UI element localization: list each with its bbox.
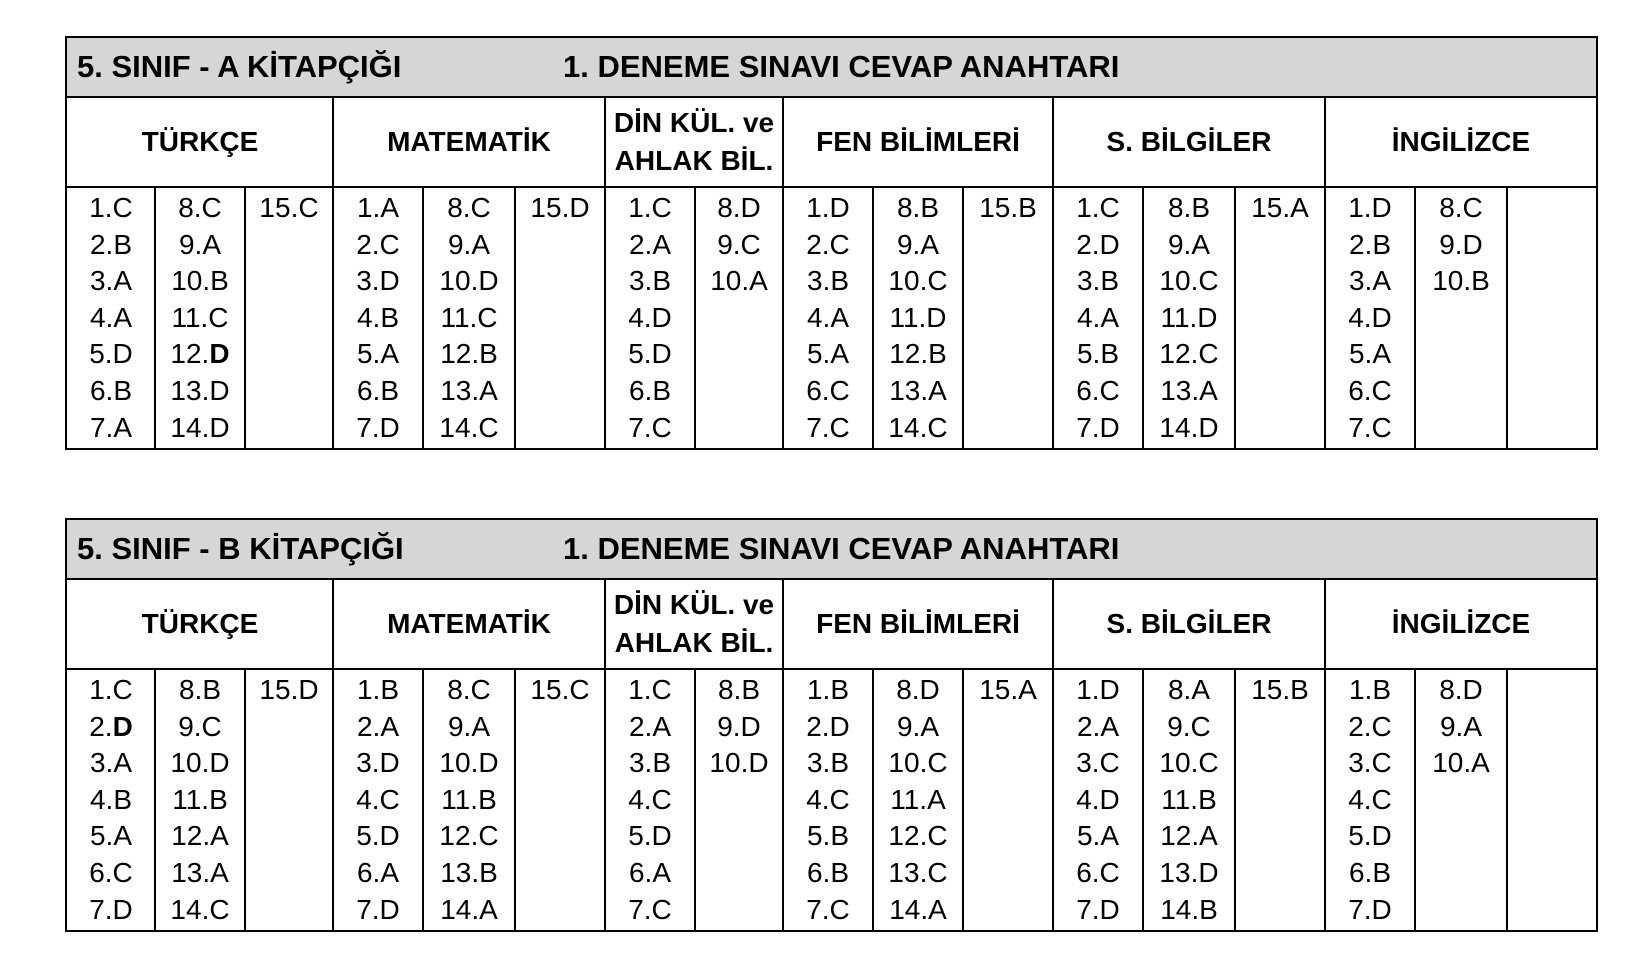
answer-item: 5.B bbox=[1076, 338, 1120, 370]
answer-item: 2.A bbox=[628, 228, 672, 260]
answer-item: 10.D bbox=[439, 265, 499, 297]
answer-item: 4.B bbox=[356, 301, 400, 333]
answer-item: 4.C bbox=[806, 783, 850, 815]
answer-item: 3.C bbox=[1076, 747, 1120, 779]
answer-item: 7.D bbox=[1076, 411, 1120, 443]
answer-item: 6.B bbox=[356, 374, 400, 406]
subject-header-row bbox=[67, 98, 1596, 188]
subject-divider bbox=[782, 580, 784, 668]
answer-item: 4.D bbox=[1076, 783, 1120, 815]
booklet-title: 5. SINIF - A KİTAPÇIĞI bbox=[77, 49, 402, 84]
answer-item: 3.A bbox=[1348, 265, 1392, 297]
answer-column bbox=[515, 188, 605, 448]
column-divider bbox=[1234, 670, 1236, 930]
answer-column bbox=[155, 670, 245, 930]
answer-item: 5.D bbox=[89, 338, 133, 370]
answer-column bbox=[1325, 188, 1415, 448]
answer-item: 3.A bbox=[89, 747, 133, 779]
answer-item: 7.D bbox=[356, 411, 400, 443]
answer-item: 6.C bbox=[1076, 374, 1120, 406]
answer-item: 2.B bbox=[1348, 228, 1392, 260]
answer-item: 4.C bbox=[1348, 783, 1392, 815]
answer-column bbox=[963, 188, 1053, 448]
answer-column bbox=[1415, 188, 1507, 448]
answer-item: 12.C bbox=[888, 820, 948, 852]
answer-item: 5.D bbox=[628, 338, 672, 370]
column-divider bbox=[244, 188, 246, 448]
answer-key-booklet-a bbox=[65, 36, 1598, 450]
answer-column bbox=[67, 188, 155, 448]
answer-item: 11.B bbox=[441, 783, 497, 815]
answer-column bbox=[605, 670, 695, 930]
answer-column bbox=[423, 188, 515, 448]
answer-item: 6.C bbox=[1348, 374, 1392, 406]
answer-item: 5.A bbox=[1348, 338, 1392, 370]
answer-item: 13.A bbox=[1160, 374, 1218, 406]
answer-item: 12.A bbox=[171, 820, 229, 852]
column-divider bbox=[1234, 188, 1236, 448]
subject-divider bbox=[1052, 98, 1054, 186]
subject-divider bbox=[332, 580, 334, 668]
column-divider bbox=[1506, 670, 1508, 930]
column-divider bbox=[1414, 188, 1416, 448]
answer-item: 13.A bbox=[889, 374, 947, 406]
subject-header-2: MATEMATİK bbox=[387, 126, 551, 157]
column-divider bbox=[332, 188, 334, 448]
answer-item: 2.D bbox=[1076, 228, 1120, 260]
exam-title: 1. DENEME SINAVI CEVAP ANAHTARI bbox=[563, 531, 1120, 566]
answer-item: 1.D bbox=[806, 192, 850, 223]
answer-item: 2.B bbox=[89, 228, 133, 260]
answer-item: 3.D bbox=[356, 747, 400, 779]
answer-item: 6.C bbox=[806, 374, 850, 406]
column-divider bbox=[422, 188, 424, 448]
answer-item: 8.A bbox=[1167, 674, 1211, 705]
answer-item: 8.D bbox=[1439, 674, 1483, 705]
answer-column bbox=[333, 188, 423, 448]
column-divider bbox=[872, 188, 874, 448]
column-divider bbox=[422, 670, 424, 930]
column-divider bbox=[604, 670, 606, 930]
answer-item: 10.C bbox=[888, 747, 948, 779]
answer-item: 9.A bbox=[447, 228, 491, 260]
answer-item: 13.B bbox=[440, 856, 498, 888]
answer-item: 14.B bbox=[1160, 893, 1218, 925]
answer-item: 6.B bbox=[806, 856, 850, 888]
answer-column bbox=[873, 670, 963, 930]
answer-item: 1.B bbox=[1348, 674, 1392, 705]
answer-item: 13.A bbox=[171, 856, 229, 888]
answer-item: 4.C bbox=[628, 783, 672, 815]
answer-column bbox=[245, 188, 333, 448]
answer-item: 9.D bbox=[717, 710, 761, 742]
exam-title: 1. DENEME SINAVI CEVAP ANAHTARI bbox=[563, 49, 1120, 84]
subject-header-3: DİN KÜL. ve AHLAK BİL. bbox=[613, 107, 775, 176]
answer-item: 12.A bbox=[1160, 820, 1218, 852]
answer-item: 10.A bbox=[710, 265, 768, 297]
answer-column bbox=[963, 670, 1053, 930]
answer-item: 5.A bbox=[356, 338, 400, 370]
answer-column bbox=[423, 670, 515, 930]
answer-item: 4.C bbox=[356, 783, 400, 815]
answer-item: 15.B bbox=[979, 192, 1037, 223]
answer-item: 11.B bbox=[1161, 783, 1217, 815]
answer-item: 3.B bbox=[628, 747, 672, 779]
answer-item: 7.C bbox=[806, 893, 850, 925]
answer-item: 1.C bbox=[89, 674, 133, 705]
answer-item: 3.B bbox=[806, 265, 850, 297]
answer-item: 3.D bbox=[356, 265, 400, 297]
answer-item: 15.C bbox=[259, 192, 319, 223]
answer-item: 14.D bbox=[1159, 411, 1219, 443]
answer-column bbox=[1053, 188, 1143, 448]
column-divider bbox=[1142, 188, 1144, 448]
column-divider bbox=[604, 188, 606, 448]
title-bar bbox=[67, 520, 1596, 580]
answer-item: 7.A bbox=[89, 411, 133, 443]
column-divider bbox=[1052, 670, 1054, 930]
answer-item: 12.C bbox=[439, 820, 499, 852]
answer-item: 8.C bbox=[447, 192, 491, 223]
answer-item: 7.C bbox=[628, 411, 672, 443]
column-divider bbox=[962, 670, 964, 930]
answer-item: 11.D bbox=[889, 301, 947, 333]
answer-column bbox=[1507, 670, 1597, 930]
column-divider bbox=[1324, 188, 1326, 448]
subject-divider bbox=[1324, 580, 1326, 668]
column-divider bbox=[244, 670, 246, 930]
answer-item: 8.B bbox=[1167, 192, 1211, 223]
subject-header-2: MATEMATİK bbox=[387, 608, 551, 639]
subject-divider bbox=[332, 98, 334, 186]
answer-item: 15.C bbox=[530, 674, 590, 705]
answers-area bbox=[67, 670, 1596, 930]
answer-column bbox=[783, 188, 873, 448]
answer-item: 4.A bbox=[89, 301, 133, 333]
answer-column bbox=[1235, 188, 1325, 448]
answer-item: 11.C bbox=[440, 301, 498, 333]
title-bar bbox=[67, 38, 1596, 98]
column-divider bbox=[872, 670, 874, 930]
answer-column bbox=[1143, 188, 1235, 448]
answer-item: 15.A bbox=[1251, 192, 1309, 223]
answer-item: 10.B bbox=[1432, 265, 1490, 297]
answer-item: 8.D bbox=[717, 192, 761, 223]
answer-item: 6.B bbox=[1348, 856, 1392, 888]
answer-item: 5.D bbox=[628, 820, 672, 852]
answer-item: 3.A bbox=[89, 265, 133, 297]
answer-item: 11.A bbox=[890, 783, 946, 815]
answer-item: 9.C bbox=[717, 228, 761, 260]
answer-item: 1.C bbox=[89, 192, 133, 223]
column-divider bbox=[154, 670, 156, 930]
subject-header-4: FEN BİLİMLERİ bbox=[816, 126, 1020, 157]
answer-item: 9.A bbox=[1167, 228, 1211, 260]
answer-item: 7.D bbox=[356, 893, 400, 925]
answer-item: 14.C bbox=[888, 411, 948, 443]
answer-item: 9.A bbox=[1439, 710, 1483, 742]
answer-item: 12.D bbox=[170, 338, 230, 370]
subject-header-5: S. BİLGİLER bbox=[1106, 126, 1272, 157]
answer-item: 15.B bbox=[1251, 674, 1309, 705]
answer-item: 12.B bbox=[889, 338, 947, 370]
answer-item: 14.C bbox=[170, 893, 230, 925]
subject-header-4: FEN BİLİMLERİ bbox=[816, 608, 1020, 639]
answer-item: 15.D bbox=[259, 674, 319, 705]
answer-item: 5.A bbox=[806, 338, 850, 370]
answer-item: 2.A bbox=[1076, 710, 1120, 742]
column-divider bbox=[1506, 188, 1508, 448]
answer-item: 2.A bbox=[628, 710, 672, 742]
answer-item: 14.A bbox=[889, 893, 947, 925]
answer-item: 10.C bbox=[1159, 265, 1219, 297]
answer-item: 10.D bbox=[709, 747, 769, 779]
answer-item: 9.C bbox=[1167, 710, 1211, 742]
subject-divider bbox=[604, 580, 606, 668]
answer-item: 13.A bbox=[440, 374, 498, 406]
answer-item: 15.D bbox=[530, 192, 590, 223]
answer-item: 9.A bbox=[896, 228, 940, 260]
answer-item: 10.D bbox=[170, 747, 230, 779]
column-divider bbox=[694, 670, 696, 930]
column-divider bbox=[332, 670, 334, 930]
answer-item: 8.C bbox=[447, 674, 491, 705]
answer-item: 12.C bbox=[1159, 338, 1219, 370]
answer-column bbox=[1325, 670, 1415, 930]
answer-item: 2.C bbox=[356, 228, 400, 260]
column-divider bbox=[962, 188, 964, 448]
subject-header-row bbox=[67, 580, 1596, 670]
answer-item: 1.C bbox=[628, 674, 672, 705]
answer-key-booklet-b bbox=[65, 518, 1598, 932]
column-divider bbox=[1142, 670, 1144, 930]
answer-item: 1.B bbox=[806, 674, 850, 705]
answer-item: 8.C bbox=[178, 192, 222, 223]
column-divider bbox=[1324, 670, 1326, 930]
answer-column bbox=[1507, 188, 1597, 448]
subject-header-1: TÜRKÇE bbox=[141, 608, 259, 639]
answer-item: 14.D bbox=[170, 411, 230, 443]
answer-item: 3.B bbox=[1076, 265, 1120, 297]
subject-divider bbox=[604, 98, 606, 186]
answer-item: 2.A bbox=[356, 710, 400, 742]
answer-item: 9.A bbox=[896, 710, 940, 742]
subject-divider bbox=[1052, 580, 1054, 668]
answer-item: 11.C bbox=[171, 301, 229, 333]
answer-item: 8.B bbox=[896, 192, 940, 223]
answer-item: 7.C bbox=[1348, 411, 1392, 443]
answer-item: 7.C bbox=[806, 411, 850, 443]
answer-column bbox=[1053, 670, 1143, 930]
subject-divider bbox=[1324, 98, 1326, 186]
column-divider bbox=[694, 188, 696, 448]
answer-column bbox=[1143, 670, 1235, 930]
subject-divider bbox=[782, 98, 784, 186]
answer-item: 1.C bbox=[628, 192, 672, 223]
answer-item: 5.D bbox=[356, 820, 400, 852]
column-divider bbox=[514, 670, 516, 930]
answer-item: 5.A bbox=[89, 820, 133, 852]
answer-item: 6.A bbox=[628, 856, 672, 888]
answer-item: 8.D bbox=[896, 674, 940, 705]
answer-item: 5.B bbox=[806, 820, 850, 852]
answer-item: 6.B bbox=[628, 374, 672, 406]
answer-column bbox=[695, 188, 783, 448]
answer-column bbox=[605, 188, 695, 448]
answer-item: 10.C bbox=[1159, 747, 1219, 779]
answer-item: 2.D bbox=[89, 710, 133, 742]
answer-column bbox=[155, 188, 245, 448]
answer-column bbox=[695, 670, 783, 930]
answer-item: 11.B bbox=[172, 783, 228, 815]
subject-header-6: İNGİLİZCE bbox=[1391, 608, 1531, 639]
answer-item: 9.A bbox=[447, 710, 491, 742]
answer-column bbox=[873, 188, 963, 448]
answer-item: 6.C bbox=[1076, 856, 1120, 888]
answer-item: 8.C bbox=[1439, 192, 1483, 223]
answer-item: 9.A bbox=[178, 228, 222, 260]
answer-item: 10.D bbox=[439, 747, 499, 779]
answer-item: 4.B bbox=[89, 783, 133, 815]
answer-column bbox=[67, 670, 155, 930]
answer-item: 3.C bbox=[1348, 747, 1392, 779]
answer-item: 15.A bbox=[979, 674, 1037, 705]
answer-item: 1.D bbox=[1076, 674, 1120, 705]
answer-item: 14.C bbox=[439, 411, 499, 443]
answer-item: 8.B bbox=[717, 674, 761, 705]
subject-header-1: TÜRKÇE bbox=[141, 126, 259, 157]
answer-item: 4.D bbox=[628, 301, 672, 333]
answer-item: 5.A bbox=[1076, 820, 1120, 852]
answer-item: 11.D bbox=[1160, 301, 1218, 333]
answer-item: 7.D bbox=[1348, 893, 1392, 925]
answer-item: 1.D bbox=[1348, 192, 1392, 223]
answer-column bbox=[515, 670, 605, 930]
subject-header-6: İNGİLİZCE bbox=[1391, 126, 1531, 157]
answer-item: 9.D bbox=[1439, 228, 1483, 260]
answer-item: 7.C bbox=[628, 893, 672, 925]
booklet-title: 5. SINIF - B KİTAPÇIĞI bbox=[77, 531, 404, 566]
column-divider bbox=[1414, 670, 1416, 930]
answer-item: 4.D bbox=[1348, 301, 1392, 333]
answer-item: 4.A bbox=[806, 301, 850, 333]
answer-item: 2.C bbox=[806, 228, 850, 260]
answer-item: 2.D bbox=[806, 710, 850, 742]
answer-column bbox=[1415, 670, 1507, 930]
answer-item: 12.B bbox=[440, 338, 498, 370]
answer-item: 14.A bbox=[440, 893, 498, 925]
answer-item: 4.A bbox=[1076, 301, 1120, 333]
answer-item: 10.C bbox=[888, 265, 948, 297]
answer-item: 5.D bbox=[1348, 820, 1392, 852]
answer-item: 1.A bbox=[356, 192, 400, 223]
column-divider bbox=[782, 188, 784, 448]
answer-item: 3.B bbox=[806, 747, 850, 779]
answer-item: 9.C bbox=[178, 710, 222, 742]
answer-column bbox=[333, 670, 423, 930]
answer-column bbox=[1235, 670, 1325, 930]
subject-header-3: DİN KÜL. ve AHLAK BİL. bbox=[613, 589, 775, 658]
subject-header-5: S. BİLGİLER bbox=[1106, 608, 1272, 639]
answer-item: 1.C bbox=[1076, 192, 1120, 223]
answer-item: 13.D bbox=[1159, 856, 1219, 888]
answer-item: 13.D bbox=[170, 374, 230, 406]
answer-item: 6.B bbox=[89, 374, 133, 406]
answer-item: 2.C bbox=[1348, 710, 1392, 742]
answer-item: 6.C bbox=[89, 856, 133, 888]
answer-item: 8.B bbox=[178, 674, 222, 705]
answer-column bbox=[783, 670, 873, 930]
answer-item: 7.D bbox=[1076, 893, 1120, 925]
answers-area bbox=[67, 188, 1596, 448]
column-divider bbox=[1052, 188, 1054, 448]
answer-item: 10.A bbox=[1432, 747, 1490, 779]
answer-item: 10.B bbox=[171, 265, 229, 297]
answer-item: 7.D bbox=[89, 893, 133, 925]
answer-item: 13.C bbox=[888, 856, 948, 888]
answer-item: 6.A bbox=[356, 856, 400, 888]
answer-item: 3.B bbox=[628, 265, 672, 297]
column-divider bbox=[782, 670, 784, 930]
column-divider bbox=[154, 188, 156, 448]
answer-item: 1.B bbox=[356, 674, 400, 705]
column-divider bbox=[514, 188, 516, 448]
answer-column bbox=[245, 670, 333, 930]
